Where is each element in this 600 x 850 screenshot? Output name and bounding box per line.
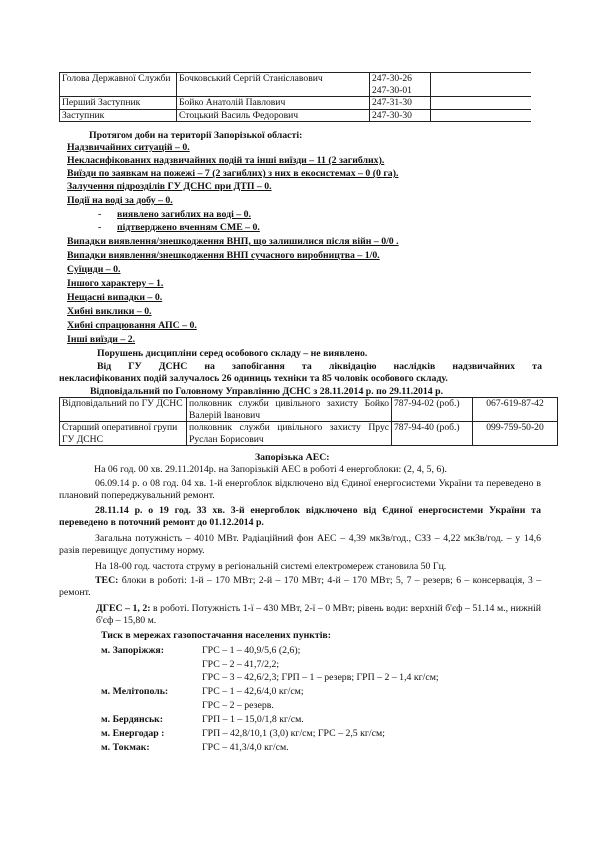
discipline-line: Порушень дисципліни серед особового складу – не виявлено.: [97, 348, 368, 359]
water-line: Події на воді за добу – 0.: [67, 195, 173, 206]
emergencies-line: Надзвичайних ситуацій – 0.: [67, 142, 190, 153]
gas-title: Тиск в мережах газопостачання населених пунктів:: [101, 630, 331, 641]
zaes-title: Запорізька АЕС:: [255, 452, 330, 463]
duty-name-cell: полковник служби цивільного захисту Прус Руслан Борисович: [187, 422, 392, 446]
table-row: [60, 97, 532, 110]
gas-value: ГРС – 3 – 42,6/2,3; ГРП – 1 – резерв; ГРП – 2 – 1,4 кг/см;: [202, 672, 439, 683]
role-cell: Голова Державної Служби: [60, 73, 177, 97]
zaes-status: На 06 год. 00 хв. 29.11.2014р. на Запорізькій АЕС в роботі 4 енергоблоки: (2, 4, 5, 6).: [94, 464, 447, 475]
duty-role-cell: Старший оперативної групи ГУ ДСНС: [60, 422, 187, 446]
zaes-paragraph-3: Загальна потужність – 4010 МВт. Радіаційний фон АЕС – 4,39 мкЗв/год., СЗЗ – 4,22 мкЗв/год. – у 14,6 разів перевищує допустиму норму.: [59, 533, 541, 556]
duty-header: Відповідальний по Головному Управлінню ДСНС з 28.11.2014 р. по 29.11.2014 р.: [90, 386, 444, 397]
dges-text: в роботі. Потужність 1-ї – 430 МВт, 2-ї – 0 МВт; рівень води: верхній б'єф – 51.14 м., нижній б'єф – 15,80 м.: [96, 603, 542, 626]
phone-cell: 247-30-30: [370, 109, 431, 122]
accidents-line: Нещасні випадки – 0.: [67, 292, 163, 303]
gas-value: ГРП – 1 – 15,0/1,8 кг/см.: [202, 714, 304, 725]
duty-phone-work: 787-94-02 (роб.): [392, 398, 473, 422]
leadership-table: [59, 72, 531, 122]
name-cell: Бойко Анатолій Павлович: [177, 97, 370, 110]
duty-name-cell: полковник служби цивільного захисту Бойко Валерій Іванович: [187, 398, 392, 422]
gas-city: м. Мелітополь:: [101, 686, 169, 697]
involved-line-1: Від ГУ ДСНС на запобігання та ліквідацію наслідків надзвичайних та: [97, 361, 542, 372]
tes-paragraph: [59, 575, 541, 599]
dges-label: ДГЕС – 1, 2:: [96, 603, 151, 614]
involved-line-2: некласифікованих подій залучалось 26 одиниць техніки та 85 чоловік особового складу.: [59, 373, 448, 384]
false-aps-line: Хибні спрацювання АПС – 0.: [67, 320, 197, 331]
unclassified-line: Некласифікованих надзвичайних подій та інші виїзди – 11 (2 загиблих).: [67, 155, 385, 166]
vnp-war-line: Випадки виявлення/знешкодження ВНП, що залишилися після війн – 0/0 .: [67, 236, 399, 247]
duty-table: [59, 397, 558, 446]
gas-city: м. Запоріжжя:: [101, 645, 164, 656]
duty-phone-work: 787-94-40 (роб.): [392, 422, 473, 446]
role-cell: Заступник: [60, 109, 177, 122]
gas-value: ГРС – 41,3/4,0 кг/см.: [202, 742, 289, 753]
water-cme-bullet: -: [98, 222, 102, 233]
phone: 247-30-01: [372, 84, 412, 96]
name-cell: Стоцький Василь Федорович: [177, 109, 370, 122]
table-row: [60, 109, 532, 122]
other-nature-line: Іншого характеру – 1.: [67, 278, 164, 289]
name-cell: Бочковський Сергій Станіславович: [177, 73, 370, 97]
tes-label: ТЕС:: [95, 575, 119, 586]
water-dead-bullet: -: [98, 209, 102, 220]
table-row: [60, 73, 532, 97]
zaes-paragraph-4: На 18-00 год. частота струму в регіональній системі електромереж становила 50 Гц.: [95, 561, 447, 572]
gas-value: ГРС – 2 – 41,7/2,2;: [202, 659, 280, 670]
gas-value: ГРС – 1 – 40,9/5,6 (2,6);: [202, 645, 301, 656]
phone-cell: 247-31-30: [370, 97, 431, 110]
gas-city: м. Бердянськ:: [101, 714, 164, 725]
table-row: [60, 398, 558, 422]
zaes-paragraph-1: 06.09.14 р. о 08 год. 04 хв. 1-й енергоблок відключено від Єдиної енергосистеми України та переведено в плановий попереджувальний ремонт.: [59, 478, 541, 501]
duty-role-cell: Відповідальний по ГУ ДСНС: [60, 398, 187, 422]
empty-cell: [431, 109, 532, 122]
tes-text: блоки в роботі: 1-й – 170 МВт; 2-й – 170 МВт; 4-й – 170 МВт; 5, 7 – резерв; 6 – консервація, 3 – ремонт.: [59, 575, 541, 598]
table-row: [60, 422, 558, 446]
vnp-modern-line: Випадки виявлення/знешкодження ВНП сучасного виробництва – 1/0.: [67, 250, 380, 261]
gas-city: м. Енергодар :: [101, 728, 165, 739]
role-cell: Перший Заступник: [60, 97, 177, 110]
zaes-paragraph-2: 28.11.14 р. о 19 год. 33 хв. 3-й енергоблок відключено від Єдиної енергосистеми України та переведено в поточний ремонт до 01.12.2014 р.: [59, 505, 541, 528]
dtp-line: Залучення підрозділів ГУ ДСНС при ДТП – 0.: [67, 181, 272, 192]
duty-phone-mobile: 099-759-50-20: [473, 422, 558, 446]
false-calls-line: Хибні виклики – 0.: [67, 306, 152, 317]
empty-cell: [431, 73, 532, 97]
phone: 247-30-26: [372, 73, 412, 84]
report-intro: Протягом доби на території Запорізької області:: [89, 130, 303, 141]
gas-value: ГРС – 1 – 42,6/4,0 кг/см;: [202, 686, 304, 697]
suicide-line: Суїциди – 0.: [67, 264, 121, 275]
dges-paragraph: [96, 603, 541, 627]
fires-line: Виїзди по заявкам на пожежі – 7 (2 загиблих) з них в екосистемах – 0 (0 га).: [67, 168, 399, 179]
other-trips-line: Інші виїзди – 2.: [67, 334, 136, 345]
gas-value: ГРС – 2 – резерв.: [202, 700, 274, 711]
water-cme-line: підтверджено вченням СМЕ – 0.: [117, 222, 260, 233]
gas-city: м. Токмак:: [101, 742, 150, 753]
phone-cell: [370, 73, 431, 97]
duty-phone-mobile: 067-619-87-42: [473, 398, 558, 422]
empty-cell: [431, 97, 532, 110]
water-dead-line: виявлено загиблих на воді – 0.: [117, 209, 251, 220]
gas-value: ГРП – 42,8/10,1 (3,0) кг/см; ГРС – 2,5 кг/см;: [202, 728, 385, 739]
